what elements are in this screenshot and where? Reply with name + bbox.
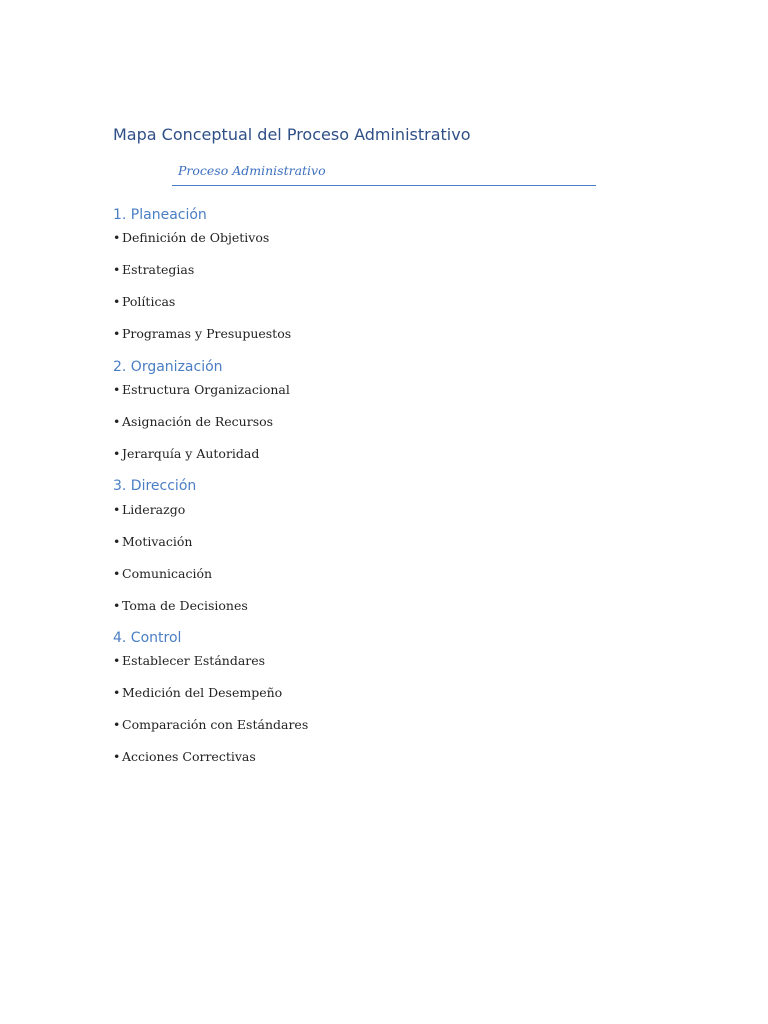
bullet-icon: • xyxy=(113,262,121,277)
bullet-icon: • xyxy=(113,598,121,613)
list-item xyxy=(113,381,290,399)
list-item xyxy=(113,652,265,670)
list-item xyxy=(113,413,273,431)
list-item-label: Asignación de Recursos xyxy=(122,414,274,429)
bullet-icon: • xyxy=(113,230,121,245)
list-item-label: Medición del Desempeño xyxy=(122,685,283,700)
list-item xyxy=(113,597,248,615)
bullet-icon: • xyxy=(113,653,121,668)
section-heading-planeacion: 1. Planeación xyxy=(113,207,207,223)
list-item xyxy=(113,261,194,279)
list-item-label: Acciones Correctivas xyxy=(122,749,256,764)
bullet-icon: • xyxy=(113,749,121,764)
list-item xyxy=(113,748,256,766)
list-item-label: Definición de Objetivos xyxy=(122,230,270,245)
list-item-label: Estrategias xyxy=(122,262,195,277)
bullet-icon: • xyxy=(113,685,121,700)
list-item-label: Liderazgo xyxy=(122,502,186,517)
list-item-label: Estructura Organizacional xyxy=(122,382,290,397)
subtitle-block xyxy=(172,160,596,186)
list-item-label: Comparación con Estándares xyxy=(122,717,309,732)
bullet-icon: • xyxy=(113,502,121,517)
list-item xyxy=(113,229,269,247)
bullet-icon: • xyxy=(113,717,121,732)
bullet-icon: • xyxy=(113,446,121,461)
list-item xyxy=(113,565,212,583)
list-item-label: Establecer Estándares xyxy=(122,653,266,668)
list-item-label: Programas y Presupuestos xyxy=(122,326,292,341)
bullet-icon: • xyxy=(113,534,121,549)
list-item xyxy=(113,684,282,702)
list-item xyxy=(113,293,175,311)
list-item-label: Comunicación xyxy=(122,566,213,581)
bullet-icon: • xyxy=(113,326,121,341)
bullet-icon: • xyxy=(113,566,121,581)
list-item xyxy=(113,445,259,463)
section-heading-control: 4. Control xyxy=(113,630,182,646)
document-title: Mapa Conceptual del Proceso Administrativo xyxy=(113,125,471,144)
list-item-label: Motivación xyxy=(122,534,193,549)
section-heading-direccion: 3. Dirección xyxy=(113,478,197,494)
list-item xyxy=(113,533,192,551)
list-item-label: Jerarquía y Autoridad xyxy=(122,446,260,461)
list-item xyxy=(113,325,291,343)
list-item xyxy=(113,716,308,734)
list-item xyxy=(113,501,185,519)
list-item-label: Toma de Decisiones xyxy=(122,598,248,613)
bullet-icon: • xyxy=(113,294,121,309)
document-subtitle: Proceso Administrativo xyxy=(178,163,326,178)
bullet-icon: • xyxy=(113,414,121,429)
list-item-label: Políticas xyxy=(122,294,176,309)
section-heading-organizacion: 2. Organización xyxy=(113,359,223,375)
bullet-icon: • xyxy=(113,382,121,397)
